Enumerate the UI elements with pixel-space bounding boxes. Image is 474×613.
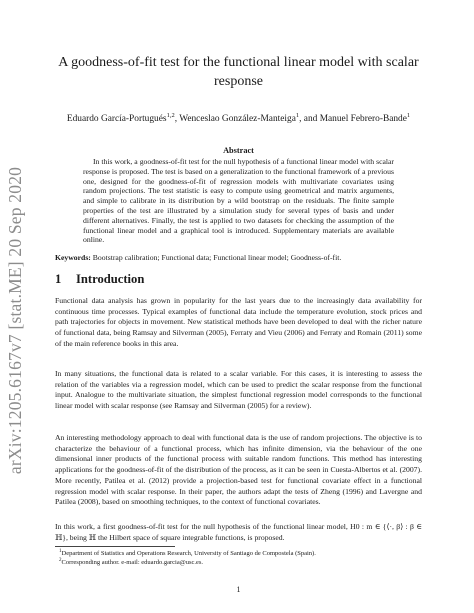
abstract-heading: Abstract — [223, 146, 254, 155]
page-number: 1 — [236, 585, 241, 594]
author-1: Eduardo García-Portugués — [66, 114, 167, 125]
arxiv-stamp-text: arXiv:1205.6167v7 [stat.ME] 20 Sep 2020 — [5, 166, 26, 474]
abstract-text: In this work, a goodness-of-fit test for the null hypothesis of a functional linear model with scalar response is proposed. The test is based on a generalization to the functional framework of a previous one, designed for the goodness-of-fit of regression models with multivariate covariates using random projections. The test statistic is easy to compute using geometrical and matrix arguments, and simple to calibrate in its distribution by a wild bootstrap on the residuals. The finite sample properties of the test are illustrated by a simulation study for several types of basis and under different alternatives. Finally, the test is applied to two datasets for checking the assumption of the functional linear model and a graphical tool is introduced. Supplementary materials are available online. — [83, 157, 394, 245]
intro-paragraph-4: In this work, a first goodness-of-fit test for the null hypothesis of the functional linear model, H0 : m ∈ {⟨·, β⟩ : β ∈ ℍ}, being ℍ the Hilbert space of square integrable functions, is proposed. — [55, 522, 422, 542]
arxiv-stamp — [4, 150, 28, 490]
section-heading — [55, 272, 422, 287]
intro-paragraph-1: Functional data analysis has grown in popularity for the last years due to the increasingly data availability for continuous time processes. Typical examples of functional data include the temperature evolution, stock prices and path trajectories for objects in movement. New statistical methods have been developed to deal with the richer nature of functional data, being Ramsay and Silverman (2005), Ferraty and Vieu (2006) and Ferraty and Romain (2011) some of the main reference books in this area. — [55, 296, 422, 348]
footnote-2-text: Corresponding author. e-mail: eduardo.garcia@usc.es. — [61, 559, 204, 567]
keywords-text: Bootstrap calibration; Functional data; Functional linear model; Goodness-of-fit. — [90, 253, 342, 262]
section-number: 1 — [55, 272, 62, 286]
footnote-rule — [55, 546, 175, 547]
footnote-2-mark: 2 — [59, 558, 62, 563]
paper-title: A goodness-of-fit test for the functional linear model with scalar response — [58, 55, 419, 89]
author-1-affil: 1,2 — [166, 112, 175, 119]
author-sep-2: , and — [299, 114, 320, 125]
author-sep-1: , — [174, 114, 180, 125]
author-list — [55, 110, 422, 125]
intro-paragraph-3: An interesting methodology approach to deal with functional data is the use of random projections. The objective is to characterize the behaviour of a functional process, which has infinite dimension, via the behaviour of the one dimensional inner products of the functional process with suitable random functions. This method has interesting applications for the goodness-of-fit of the distribution of the process, as it can be seen in Cuesta-Albertos et al. (2007). More recently, Patilea et al. (2012) provide a projection-based test for functional covariate effect in a functional regression model with scalar response. In their paper, the authors adapt the tests of Zheng (1996) and Lavergne and Patilea (2008), based on smoothing techniques, to the context of functional covariates. — [55, 433, 422, 507]
keywords — [55, 253, 422, 263]
intro-paragraph-2: In many situations, the functional data is related to a scalar variable. For this cases, it is interesting to assess the relation of the variables via a regression model, which can be used to predict the scalar response from the functional input. Analogue to the multivariate situation, the simplest functional regression model corresponds to the functional linear model with scalar response (see Ramsay and Silverman (2005) for a review). — [55, 369, 422, 411]
footnote-1-text: Department of Statistics and Operations Research, University of Santiago de Compostela (Spain). — [61, 550, 316, 558]
footnote-1-mark: 1 — [59, 549, 62, 554]
author-2: Wenceslao González-Manteiga — [179, 114, 296, 125]
author-3-affil: 1 — [406, 112, 411, 119]
keywords-label: Keywords: — [55, 253, 91, 262]
section-title: Introduction — [76, 272, 145, 286]
footnote-2 — [59, 557, 422, 567]
author-2-affil: 1 — [295, 112, 300, 119]
author-3: Manuel Febrero-Bande — [319, 114, 407, 125]
